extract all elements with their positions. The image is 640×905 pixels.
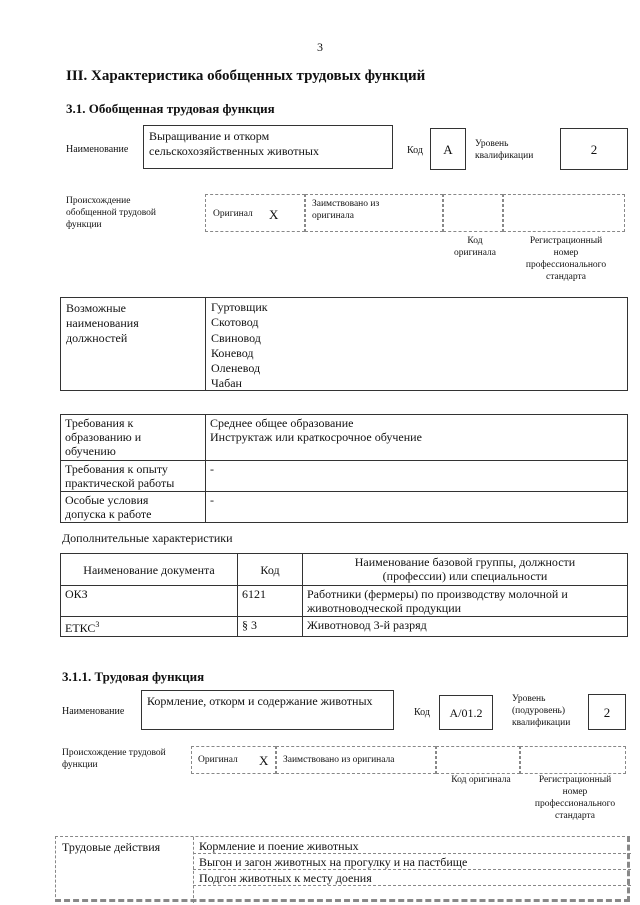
tf-heading: 3.1.1. Трудовая функция (62, 669, 205, 684)
tf-reg-caption-3: профессионального (534, 799, 616, 809)
extra-row2-doc: ЕТКС (65, 621, 96, 635)
special-value: - (206, 492, 628, 523)
gtf-code-value: А (430, 128, 466, 170)
position-item: Оленевод (211, 361, 261, 376)
edu-value-1: Среднее общее образование (210, 416, 354, 430)
action-item: Выгон и загон животных на прогулку и на пастбище (199, 855, 468, 869)
position-item: Скотовод (211, 315, 259, 330)
positions-list (211, 300, 268, 392)
gtf-reg-caption-3: профессионального (525, 260, 607, 270)
gtf-reg-caption-2: номер (553, 248, 579, 258)
gtf-name-line1: Выращивание и откорм (149, 129, 270, 143)
gtf-borrowed-2: оригинала (312, 211, 354, 221)
gtf-heading: 3.1. Обобщенная трудовая функция (66, 101, 275, 116)
gtf-reg-caption-1: Регистрационный (529, 236, 603, 246)
positions-label-1: Возможные (66, 301, 126, 315)
extra-row1-name-1: Работники (фермеры) по производству молочной и (307, 587, 568, 601)
tf-code-label: Код (414, 707, 430, 718)
tf-borrowed-cell (276, 746, 436, 774)
requirements-table (60, 414, 628, 523)
extra-row1-name-cell (303, 586, 628, 617)
tf-level-2: (подуровень) (512, 706, 566, 716)
exp-label-2: практической работы (65, 476, 175, 490)
edu-label-1: Требования к (65, 416, 134, 430)
extra-row2-doc-sup: 3 (95, 620, 100, 629)
tf-code-value: А/01.2 (439, 695, 493, 730)
tf-name-label: Наименование (62, 706, 125, 717)
tf-original-mark: X (259, 753, 269, 768)
gtf-name-label: Наименование (66, 144, 129, 155)
position-item: Чабан (211, 376, 242, 391)
gtf-reg-caption-4: стандарта (546, 272, 586, 282)
edu-label-cell (61, 415, 206, 461)
action-item: Подгон животных к месту доения (199, 871, 372, 885)
exp-value: - (206, 461, 628, 492)
tf-original-label: Оригинал (198, 755, 238, 765)
tf-reg-cell (520, 746, 626, 774)
gtf-orig-code-cell (443, 194, 503, 232)
extra-row1-doc: ОКЗ (61, 586, 238, 617)
tf-reg-caption-4: стандарта (555, 811, 595, 821)
gtf-original-mark: X (269, 207, 279, 222)
extra-col-name-cell (303, 554, 628, 586)
exp-label-1: Требования к опыту (65, 462, 168, 476)
position-item: Свиновод (211, 330, 261, 345)
tf-name-box (141, 690, 394, 730)
special-label-cell (61, 492, 206, 523)
gtf-origin-label-2: обобщенной трудовой (66, 208, 156, 218)
action-item: Кормление и поение животных (199, 839, 359, 853)
edu-value-2: Инструктаж или краткосрочное обучение (210, 430, 422, 444)
gtf-level-label-2: квалификации (475, 151, 534, 161)
tf-origin-1: Происхождение трудовой (62, 748, 166, 758)
tf-reg-caption-1: Регистрационный (538, 775, 612, 785)
extra-col-name-2: (профессии) или специальности (382, 569, 548, 583)
tf-reg-caption-2: номер (562, 787, 588, 797)
section-title: III. Характеристика обобщенных трудовых функций (66, 68, 426, 84)
positions-label-3: должностей (66, 331, 128, 345)
extra-table (60, 553, 628, 637)
extra-row2-code: § 3 (238, 617, 303, 637)
extra-row2-name: Животновод 3-й разряд (303, 617, 628, 637)
tf-borrowed: Заимствовано из оригинала (283, 755, 395, 765)
page-number: 3 (317, 40, 323, 54)
positions-label-2: наименования (66, 316, 139, 330)
gtf-borrowed-cell (305, 194, 443, 232)
gtf-original-cell (205, 194, 305, 232)
gtf-orig-code-caption-1: Код (467, 236, 483, 246)
extra-row2-doc-cell (61, 617, 238, 637)
actions-label: Трудовые действия (62, 840, 161, 854)
exp-label-cell (61, 461, 206, 492)
edu-label-2: образованию и (65, 430, 142, 444)
edu-value-cell (206, 415, 628, 461)
gtf-level-label-1: Уровень (475, 139, 509, 149)
gtf-orig-code-caption-2: оригинала (454, 248, 496, 258)
gtf-code-label: Код (407, 145, 423, 156)
extra-row1-name-2: животноводческой продукции (307, 601, 462, 615)
tf-orig-code-cell (436, 746, 520, 774)
special-label-2: допуска к работе (65, 507, 152, 521)
positions-table (60, 297, 628, 391)
tf-name-value: Кормление, откорм и содержание животных (147, 694, 373, 708)
extra-col-code: Код (238, 554, 303, 586)
gtf-origin-label-1: Происхождение (66, 196, 131, 206)
extra-col-name-1: Наименование базовой группы, должности (354, 555, 576, 569)
extra-heading: Дополнительные характеристики (62, 531, 233, 545)
gtf-name-line2: сельскохозяйственных животных (149, 144, 319, 158)
special-label-1: Особые условия (65, 493, 149, 507)
tf-level-3: квалификации (512, 718, 571, 728)
extra-col-doc: Наименование документа (61, 554, 238, 586)
tf-orig-code-caption: Код оригинала (451, 775, 511, 785)
edu-label-3: обучению (65, 444, 116, 458)
tf-original-cell (191, 746, 276, 774)
tf-level-1: Уровень (512, 694, 546, 704)
gtf-borrowed-1: Заимствовано из (312, 199, 380, 209)
position-item: Гуртовщик (211, 300, 268, 314)
gtf-reg-cell (503, 194, 625, 232)
actions-table (55, 836, 630, 902)
extra-row1-code: 6121 (238, 586, 303, 617)
tf-origin-2: функции (62, 760, 98, 770)
gtf-origin-label-3: функции (66, 220, 102, 230)
gtf-name-box (143, 125, 393, 169)
position-item: Коневод (211, 345, 254, 360)
gtf-level-value: 2 (560, 128, 628, 170)
gtf-original-label: Оригинал (213, 209, 253, 219)
tf-level-value: 2 (588, 694, 626, 730)
